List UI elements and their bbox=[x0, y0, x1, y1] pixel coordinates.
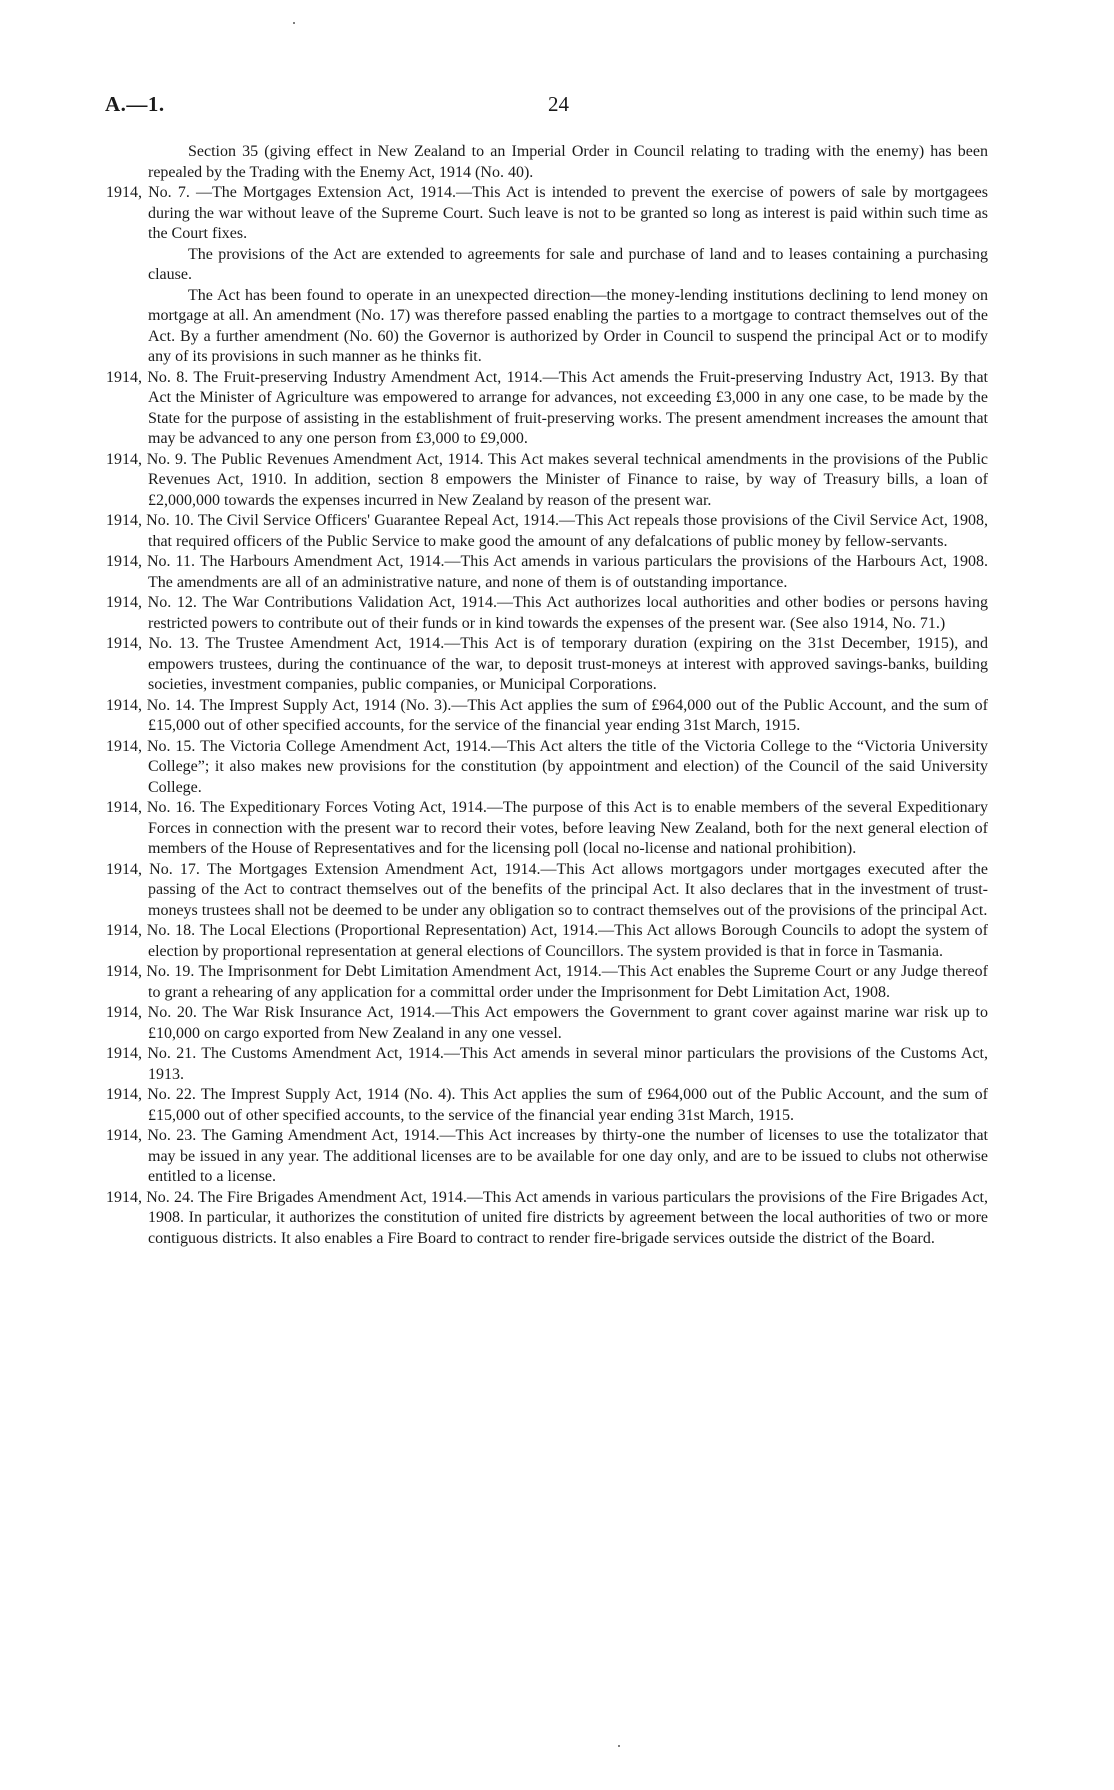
document-code: A.—1. bbox=[105, 92, 165, 116]
act-entry bbox=[106, 511, 989, 552]
act-number-label: 1914, No. 22. bbox=[106, 1086, 196, 1103]
intro-paragraph: Section 35 (giving effect in New Zealand to an Imperial Order in Council relating to trading with the enemy) has been repealed by the Trading with the Enemy Act, 1914 (No. 40). bbox=[148, 143, 988, 181]
act-number-label: 1914, No. 21. bbox=[106, 1045, 197, 1062]
act-paragraph: The Act has been found to operate in an unexpected direction—the money-lending institutions declining to lend money on mortgage at all. An amendment (No. 17) was therefore passed enabling the parties to a mortgage to contract themselves out of the Act. By a further amendment (No. 60) the Governor is authorized by Order in Council to suspend the principal Act or to modify any of its provisions in such manner as he thinks fit. bbox=[148, 286, 988, 365]
act-paragraph: The provisions of the Act are extended to agreements for sale and purchase of land and to leases containing a purchasing clause. bbox=[148, 245, 988, 283]
act-number-label: 1914, No. 14. bbox=[106, 696, 196, 714]
act-number-label: 1914, No. 20. bbox=[106, 1004, 197, 1021]
act-description: The Mortgages Extension Amendment Act, 1914.—This Act allows mortgagors under mortgages executed after the passing of the Act to contract themselves out of the benefits of the principal Act. It also declares that in the investment of trust-moneys trustees shall not be deemed to be under any obligation so to contract themselves out of the provisions of the principal Act. bbox=[148, 860, 988, 919]
act-description: The Imprisonment for Debt Limitation Amendment Act, 1914.—This Act enables the Supreme Court or any Judge thereof to grant a rehearing of any application for a committal order under the Imprisonment for Debt Limitation Act, 1908. bbox=[148, 963, 988, 1001]
act-number-label: 1914, No. 19. bbox=[106, 963, 195, 980]
act-number-label: 1914, No. 23. bbox=[106, 1127, 197, 1144]
act-description: The Customs Amendment Act, 1914.—This Act amends in several minor particulars the provisions of the Customs Act, 1913. bbox=[148, 1045, 988, 1083]
act-number-label: 1914, No. 18. bbox=[106, 922, 196, 939]
act-entry bbox=[106, 1003, 988, 1044]
act-entry bbox=[106, 962, 988, 1003]
act-description: The Gaming Amendment Act, 1914.—This Act increases by thirty-one the number of licenses to use the totalizator that may be issued in any year. The additional licenses are to be available for one day only, and are to be issued to clubs not otherwise entitled to a license. bbox=[148, 1127, 988, 1185]
page-number: 24 bbox=[548, 92, 569, 116]
act-number-label: 1914, No. 8. bbox=[106, 368, 189, 386]
speck-mark bbox=[618, 1745, 620, 1747]
act-number-label: 1914, No. 24. bbox=[106, 1188, 194, 1206]
act-entry bbox=[106, 634, 988, 696]
act-description: The Harbours Amendment Act, 1914.—This Act amends in various particulars the provisions of the Harbours Act, 1908. The amendments are all of an administrative nature, and none of them is of outstanding importance. bbox=[148, 553, 988, 591]
act-description: The Civil Service Officers' Guarantee Repeal Act, 1914.—This Act repeals those provisions of the Civil Service Act, 1908, that required officers of the Public Service to make good the amount of any defalcations of public money by fellow-servants. bbox=[148, 512, 989, 550]
act-description: The Victoria College Amendment Act, 1914.—This Act alters the title of the Victoria College to the “Victoria University College”; it also makes new provisions for the constitution (by appointment and election) of the Council of the said University College. bbox=[148, 737, 988, 796]
act-number-label: 1914, No. 7. bbox=[106, 184, 190, 201]
act-description: The Trustee Amendment Act, 1914.—This Act is of temporary duration (expiring on the 31st December, 1915), and empowers trustees, during the continuance of the war, to deposit trust-moneys at interest with approved savings-banks, building societies, investment companies, public companies, or Municipal Corporations. bbox=[148, 635, 988, 693]
act-description: The Local Elections (Proportional Representation) Act, 1914.—This Act allows Borough Councils to adopt the system of election by proportional representation at general elections of Councillors. The system provided is that in force in Tasmania. bbox=[148, 922, 988, 960]
act-entry bbox=[106, 921, 988, 962]
act-number-label: 1914, No. 9. bbox=[106, 450, 188, 468]
act-entry bbox=[106, 1044, 988, 1085]
act-entry bbox=[106, 593, 988, 634]
act-description: The Fruit-preserving Industry Amendment Act, 1914.—This Act amends the Fruit-preserving Industry Act, 1913. By that Act the Minister of Agriculture was empowered to arrange for advances, not exceeding £3,000 in any one case, to be made by the State for the purpose of assisting in the establishment of fruit-preserving works. The present amendment increases the amount that may be advanced to any one person from £3,000 to £9,000. bbox=[148, 368, 988, 447]
body-text bbox=[106, 142, 989, 1249]
act-entry bbox=[106, 860, 988, 922]
act-entry bbox=[106, 1126, 988, 1188]
act-entry bbox=[106, 798, 989, 860]
act-description: The Imprest Supply Act, 1914 (No. 3).—This Act applies the sum of £964,000 out of the Public Account, and the sum of £15,000 out of other specified accounts, for the service of the financial year ending 31st March, 1915. bbox=[148, 696, 989, 734]
act-entry bbox=[106, 183, 989, 245]
act-number-label: 1914, No. 13. bbox=[106, 635, 199, 652]
act-description: The Expeditionary Forces Voting Act, 1914.—The purpose of this Act is to enable members of the several Expeditionary Forces in connection with the present war to record their votes, before leaving New Zealand, both for the next general election of members of the House of Representatives and for the licensing poll (local no-license and national prohibition). bbox=[148, 799, 989, 857]
act-description: The War Risk Insurance Act, 1914.—This Act empowers the Government to grant cover against marine war risk up to £10,000 on cargo exported from New Zealand in any one vessel. bbox=[148, 1004, 988, 1042]
act-description: The Fire Brigades Amendment Act, 1914.—This Act amends in various particulars the provisions of the Fire Brigades Act, 1908. In particular, it authorizes the constitution of united fire districts by agreement between the local authorities of two or more contiguous districts. It also enables a Fire Board to contract to render fire-brigade services outside the district of the Board. bbox=[148, 1188, 988, 1247]
act-entry bbox=[106, 552, 988, 593]
act-entry bbox=[106, 737, 988, 799]
act-number-label: 1914, No. 11. bbox=[106, 553, 195, 570]
act-description: The War Contributions Validation Act, 1914.—This Act authorizes local authorities and other bodies or persons having restricted powers to contribute out of their funds or in kind towards the expenses of the present war. (See also 1914, No. 71.) bbox=[148, 594, 988, 632]
act-entry bbox=[106, 1085, 988, 1126]
act-description: The Public Revenues Amendment Act, 1914. This Act makes several technical amendments in the provisions of the Public Revenues Act, 1910. In addition, section 8 empowers the Minister of Finance to raise, by way of Treasury bills, a loan of £2,000,000 towards the expenses incurred in New Zealand by reason of the present war. bbox=[148, 450, 988, 509]
act-entry bbox=[106, 450, 988, 512]
page-header bbox=[105, 92, 1005, 122]
act-number-label: 1914, No. 15. bbox=[106, 737, 196, 755]
act-description: —The Mortgages Extension Act, 1914.—This Act is intended to prevent the exercise of powers of sale by mortgagees during the war without leave of the Supreme Court. Such leave is not to be granted so long as interest is paid within such time as the Court fixes. bbox=[148, 184, 989, 242]
act-number-label: 1914, No. 17. bbox=[106, 860, 200, 878]
act-entry bbox=[106, 696, 989, 737]
act-description: The Imprest Supply Act, 1914 (No. 4). This Act applies the sum of £964,000 out of the Public Account, and the sum of £15,000 out of other specified accounts, to the service of the financial year ending 31st March, 1915. bbox=[148, 1086, 988, 1124]
act-number-label: 1914, No. 12. bbox=[106, 594, 197, 611]
act-number-label: 1914, No. 16. bbox=[106, 799, 196, 816]
speck-mark bbox=[293, 22, 295, 24]
act-entry bbox=[106, 368, 988, 450]
act-number-label: 1914, No. 10. bbox=[106, 512, 194, 529]
act-entry bbox=[106, 1188, 988, 1250]
